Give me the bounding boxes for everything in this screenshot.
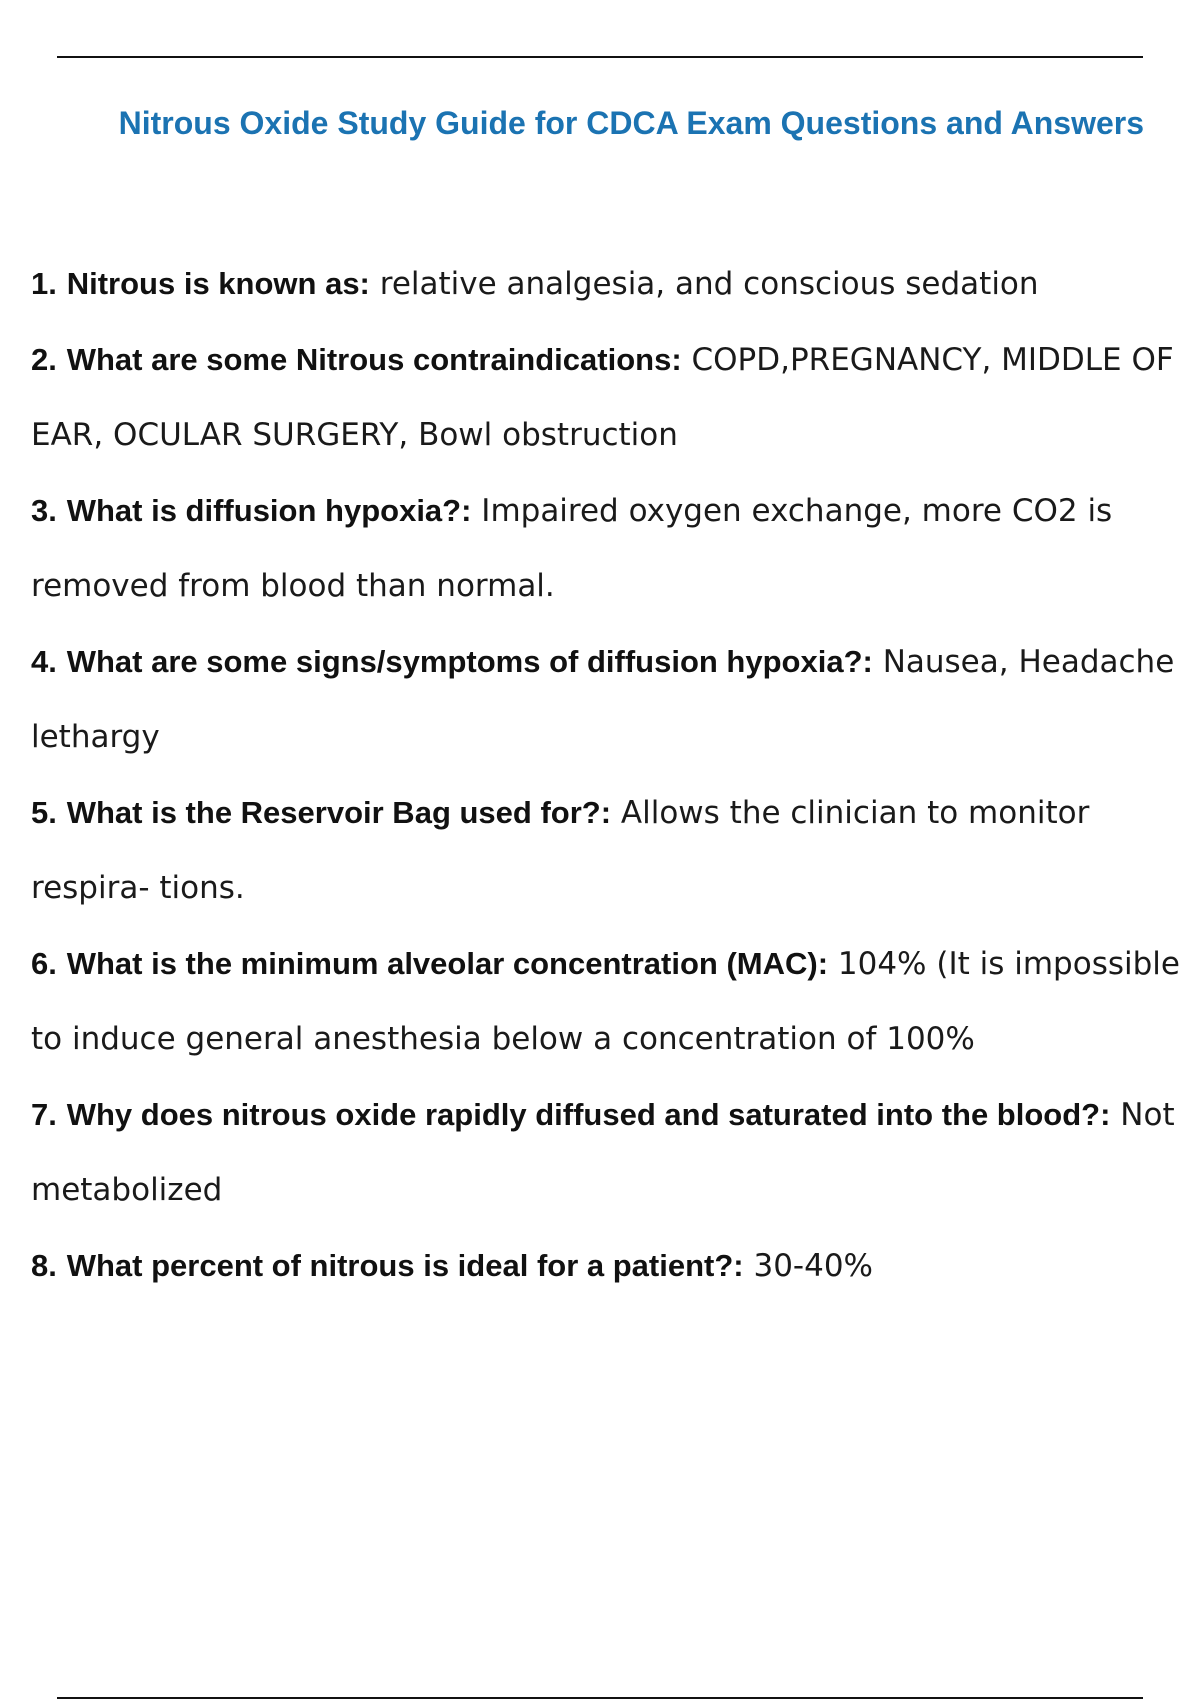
- answer-text: Impaired oxygen exchange, more CO2 is removed from blood than normal.: [31, 493, 1113, 604]
- qa-item-4: [31, 624, 1181, 775]
- qa-item-2: [31, 322, 1181, 473]
- document-title: Nitrous Oxide Study Guide for CDCA Exam Questions and Answers: [118, 105, 1144, 141]
- question-number: 2.: [31, 342, 57, 377]
- question-number: 6.: [31, 946, 57, 981]
- qa-item-7: [31, 1077, 1181, 1228]
- answer-text: relative analgesia, and conscious sedation: [379, 266, 1039, 302]
- answer-text: Nausea, Headache lethargy: [31, 644, 1175, 755]
- qa-item-3: [31, 473, 1181, 624]
- question-number: 8.: [31, 1248, 57, 1283]
- question-text: Why does nitrous oxide rapidly diffused and saturated into the blood?:: [66, 1097, 1111, 1132]
- question-number: 7.: [31, 1097, 57, 1132]
- question-number: 5.: [31, 795, 57, 830]
- question-text: Nitrous is known as:: [66, 266, 370, 301]
- question-text: What is diffusion hypoxia?:: [66, 493, 472, 528]
- question-number: 1.: [31, 266, 57, 301]
- top-rule: [57, 56, 1143, 58]
- answer-text: COPD,PREGNANCY, MIDDLE OF EAR, OCULAR SURGERY, Bowl obstruction: [31, 342, 1174, 453]
- question-text: What are some signs/symptoms of diffusion hypoxia?:: [66, 644, 873, 679]
- answer-text: Allows the clinician to monitor respira- tions.: [31, 795, 1090, 906]
- question-text: What is the minimum alveolar concentration (MAC):: [66, 946, 829, 981]
- question-number: 4.: [31, 644, 57, 679]
- qa-item-8: [31, 1228, 1181, 1304]
- answer-text: 30-40%: [753, 1248, 874, 1284]
- qa-list: [31, 246, 1181, 1304]
- bottom-rule: [57, 1697, 1143, 1699]
- qa-item-1: [31, 246, 1181, 322]
- qa-item-5: [31, 775, 1181, 926]
- question-number: 3.: [31, 493, 57, 528]
- qa-item-6: [31, 926, 1181, 1077]
- answer-text: Not metabolized: [31, 1097, 1175, 1208]
- question-text: What percent of nitrous is ideal for a patient?:: [66, 1248, 744, 1283]
- answer-text: 104% (It is impossible to induce general anesthesia below a concentration of 100%: [31, 946, 1180, 1057]
- question-text: What is the Reservoir Bag used for?:: [66, 795, 612, 830]
- question-text: What are some Nitrous contraindications:: [66, 342, 682, 377]
